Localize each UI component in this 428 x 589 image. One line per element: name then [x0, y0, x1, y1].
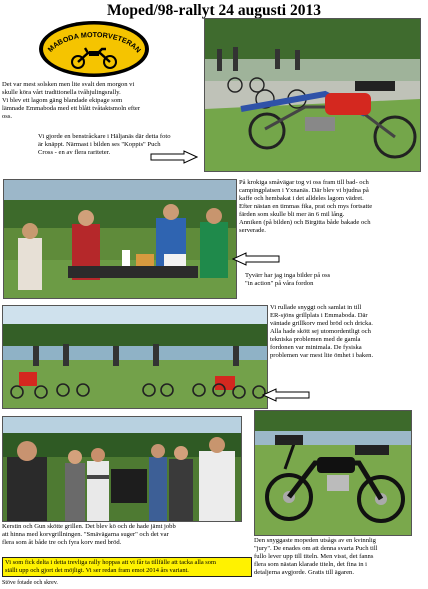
intro-paragraph: Det var mest solsken men lite svalt den morgon vi skulle köra vårt traditionella tvåhjulingsrally. Vi blev ett lagom gäng blandade ekipage som lämnade Emmaboda med ett blått tvåtaktsmoln efter oss. — [2, 81, 141, 121]
photo-black-puch — [254, 410, 412, 536]
logo-text: MABODA MOTORVETERAN — [45, 29, 143, 55]
no-action-photos-note: Tyvärr har jag inga bilder på oss "in action" på våra fordon — [245, 272, 331, 288]
photo-coffee-break — [3, 179, 237, 299]
grill-caption: Kerstin och Gun skötte grillen. Det blev kö och de hade jämt jobb att hinna med korvgrillningen. "Smävägarna suger" och det var flera som åt både tre och fyra korv med bröd. — [2, 523, 176, 547]
photo-grill-queue — [2, 416, 242, 522]
arrow-left-icon — [232, 252, 280, 266]
photo-credit: Stöve fotade och skrev. — [2, 580, 58, 586]
arrow-right-icon — [150, 150, 198, 164]
haljanas-paragraph: Vi gjorde en benstråckare i Häljanäs där detta foto är knäppt. Närmast i bilden ses "Koppis" Puch Cross - en av flera rariteter. — [38, 133, 171, 157]
photo-grill-park — [2, 305, 268, 409]
page-title: Moped/98-rallyt 24 augusti 2013 — [107, 2, 321, 19]
photo-moped-lineup — [204, 18, 421, 172]
er-sjon-paragraph: Vi rullade snyggt och samlat in till ER-sjöns grillplats i Emmaboda. Där väntade grillkorv med bröd och dricka. Alla hade skött sej utomordentligt och tekniska problemen med de gamla fordonen var minimala. De fysiska problemen var mest lite ömhet i baken. — [270, 304, 374, 360]
thank-you-highlight: Vi som fick delta i detta trevliga rally hoppas att vi får ta tillfälle att tacka alla som ställt upp och gjort det möjligt. Vi ser redan fram emot 2014 års variant. — [2, 557, 252, 577]
jury-paragraph: Den snyggaste mopeden utsågs av en kvinnlig "jury". De enades om att denna svarta Puch till fullo lever upp till titeln. Men visst, det fanns flera som nästan klarade titeln, det fina in i detaljerna avgjorde. Gratis till ägaren. — [254, 537, 378, 577]
yxnanas-paragraph: På krokiga småvägar tog vi oss fram till bad- och campingplatsen i Yxnanäs. Där blev vi bjudna på kaffe och hembakat i det alldeles lagom vädret. Efter nästan en timmas fika, prat och mys fortsatte färden som skulle bli mer än 6 mil lång. Anniken (på bilden) och Birgitta både bakade och serverade. — [239, 179, 373, 235]
arrow-left-icon — [262, 388, 310, 402]
club-logo — [38, 20, 150, 78]
